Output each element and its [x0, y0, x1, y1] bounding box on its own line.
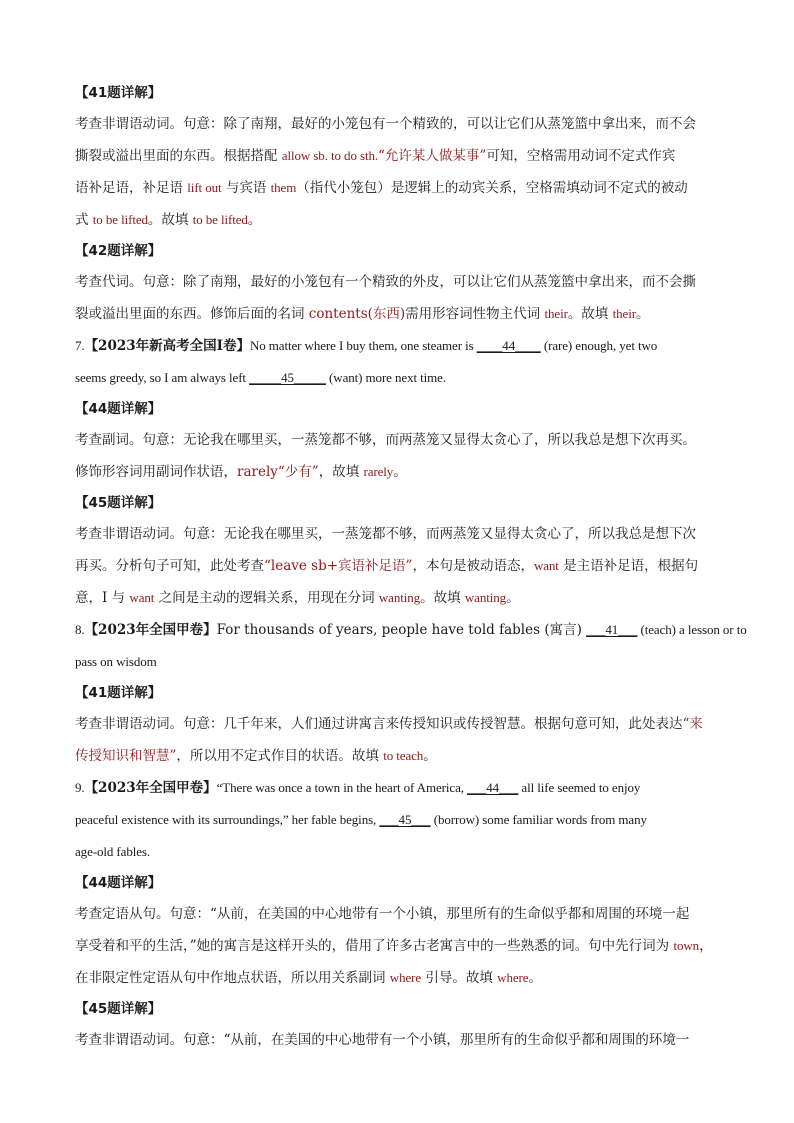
- answer-blank: ___44___: [467, 780, 519, 795]
- text-line: [75, 330, 725, 362]
- answer-blank: _____45_____: [249, 370, 326, 385]
- text-segment: contents(东西): [308, 306, 406, 322]
- answer-blank: ___45___: [379, 812, 431, 827]
- explanation-heading: 【41题详解】: [75, 685, 162, 701]
- text-segment: want: [533, 558, 559, 573]
- text-segment: their: [544, 306, 568, 321]
- text-segment: town: [673, 938, 700, 953]
- text-segment: wanting: [378, 590, 421, 605]
- paragraph: [75, 899, 725, 994]
- text-segment: 语补足语，补足语: [75, 180, 188, 196]
- explanation-heading: 【45题详解】: [75, 495, 162, 511]
- text-segment: seems greedy, so I am always left: [75, 370, 250, 385]
- text-segment: 考查非谓语动词。句意：无论我在哪里买，一蒸笼都不够，而两蒸笼又显得太贪心了，所以我总是想下次: [75, 526, 696, 542]
- text-line: [75, 772, 725, 804]
- text-segment: them: [270, 180, 297, 195]
- text-segment: 传授知识和智慧”: [75, 748, 177, 764]
- text-line: [75, 204, 725, 236]
- text-segment: their: [612, 306, 636, 321]
- paragraph: [75, 709, 725, 772]
- text-segment: 修饰形容词用副词作状语，: [75, 464, 237, 480]
- text-segment: to be lifted: [92, 212, 148, 227]
- text-segment: 。: [247, 212, 262, 228]
- explanation-heading: 【45题详解】: [75, 1001, 162, 1017]
- text-segment: 。故填: [420, 590, 465, 606]
- text-line: [75, 172, 725, 204]
- text-segment: allow sb. to do sth.: [281, 148, 379, 163]
- answer-blank: ____44____: [476, 338, 541, 353]
- question-source: 【2023年新高考全国Ⅰ卷】: [84, 338, 250, 354]
- text-segment: rarely“少有”: [237, 464, 319, 480]
- text-segment: 考查代词。句意：除了南翔，最好的小笼包有一个精致的外皮，可以让它们从蒸笼篮中拿出来，而不会撕: [75, 274, 696, 290]
- paragraph: [75, 267, 725, 330]
- text-segment: ，本句是被动语态，: [412, 558, 534, 574]
- explanation-heading: 【44题详解】: [75, 875, 162, 891]
- text-segment: 。: [528, 970, 542, 986]
- text-segment: “leave sb+宾语补足语”: [264, 558, 413, 574]
- text-segment: age-old fables.: [75, 844, 151, 859]
- text-segment: 考查非谓语动词。句意：几千年来，人们通过讲寓言来传授知识或传授智慧。根据句意可知，此处表达: [75, 716, 683, 732]
- text-line: [75, 899, 725, 930]
- text-segment: lift out: [187, 180, 222, 195]
- paragraph: [75, 109, 725, 236]
- text-segment: ，: [699, 938, 713, 954]
- text-segment: ，所以用不定式作目的状语。故填: [176, 748, 384, 764]
- text-segment: ，故填: [318, 464, 364, 480]
- text-segment: 再买。分析句子可知，此处考查: [75, 558, 264, 574]
- explanation-heading: 【42题详解】: [75, 243, 162, 259]
- text-line: [75, 582, 725, 614]
- text-line: [75, 550, 725, 582]
- text-line: [75, 930, 725, 962]
- text-segment: 引导。故填: [421, 970, 498, 986]
- paragraph: [75, 425, 725, 488]
- text-segment: 9.: [75, 780, 85, 795]
- text-segment: 。故填: [567, 306, 613, 322]
- text-segment: where: [497, 970, 529, 985]
- text-segment: to teach: [383, 748, 424, 763]
- text-segment: 考查非谓语动词。句意：“从前，在美国的中心地带有一个小镇，那里所有的生命似乎都和周围的环境一: [75, 1032, 690, 1048]
- question-source: 【2023年全国甲卷】: [84, 780, 217, 796]
- text-segment: wanting: [464, 590, 507, 605]
- text-segment: 需用形容词性物主代词: [405, 306, 545, 322]
- paragraph: [75, 1025, 725, 1056]
- text-segment: 裂或溢出里面的东西。修饰后面的名词: [75, 306, 309, 322]
- text-line: [75, 804, 725, 836]
- text-segment: 之间是主动的逻辑关系，用现在分词: [154, 590, 379, 606]
- text-segment: where: [389, 970, 422, 985]
- text-segment: to be lifted: [192, 212, 248, 227]
- text-segment: 。: [423, 748, 437, 764]
- text-segment: （指代小笼包）是逻辑上的动宾关系，空格需填动词不定式的被动: [296, 180, 688, 196]
- text-segment: pass on wisdom: [75, 654, 157, 669]
- text-segment: For thousands of years, people have told fables (寓言): [216, 622, 587, 638]
- text-line: [75, 962, 725, 994]
- text-line: [75, 425, 725, 456]
- text-segment: 考查定语从句。句意：“从前，在美国的中心地带有一个小镇，那里所有的生命似乎都和周围的环境一起: [75, 906, 690, 922]
- text-line: [75, 740, 725, 772]
- answer-blank: ___41___: [586, 622, 638, 637]
- text-line: [75, 456, 725, 488]
- text-segment: 在非限定性定语从句中作地点状语，所以用关系副词: [75, 970, 390, 986]
- text-line: [75, 519, 725, 550]
- text-segment: 与宾语: [221, 180, 271, 196]
- paragraph: [75, 330, 725, 394]
- text-segment: (rare) enough, yet two: [540, 338, 658, 353]
- text-segment: 。: [393, 464, 407, 480]
- text-line: [75, 298, 725, 330]
- text-segment: 7.: [75, 338, 85, 353]
- text-segment: rarely: [363, 464, 394, 479]
- paragraph: [75, 614, 747, 678]
- text-segment: want: [129, 590, 155, 605]
- text-segment: 式: [75, 212, 93, 228]
- text-segment: 享受着和平的生活，”她的寓言是这样开头的，借用了许多古老寓言中的一些熟悉的词。句中先行词为: [75, 938, 674, 954]
- text-segment: “There was once a town in the heart of America,: [216, 780, 468, 795]
- document-page: [75, 78, 747, 1056]
- text-segment: 。故填: [147, 212, 193, 228]
- paragraph: [75, 519, 725, 614]
- question-source: 【2023年全国甲卷】: [84, 622, 217, 638]
- text-line: [75, 1025, 725, 1056]
- text-line: [75, 646, 725, 678]
- text-segment: (want) more next time.: [325, 370, 446, 385]
- text-segment: all life seemed to enjoy: [518, 780, 641, 795]
- text-segment: 是主语补足语，根据句: [558, 558, 699, 574]
- text-segment: (teach) a lesson or to: [637, 622, 747, 637]
- text-segment: 。: [506, 590, 520, 606]
- text-segment: 。: [635, 306, 650, 322]
- text-segment: 考查非谓语动词。句意：除了南翔，最好的小笼包有一个精致的，可以让它们从蒸笼篮中拿出来，而不会: [75, 116, 696, 132]
- text-line: [75, 709, 725, 740]
- text-segment: No matter where I buy them, one steamer is: [249, 338, 477, 353]
- text-line: [75, 109, 725, 140]
- text-line: [75, 836, 725, 868]
- text-segment: “来: [682, 716, 703, 732]
- text-segment: 考查副词。句意：无论我在哪里买，一蒸笼都不够，而两蒸笼又显得太贪心了，所以我总是想下次再买。: [75, 432, 696, 448]
- text-segment: peaceful existence with its surroundings,” her fable begins,: [75, 812, 380, 827]
- text-segment: 可知，空格需用动词不定式作宾: [486, 148, 676, 164]
- explanation-heading: 【41题详解】: [75, 85, 162, 101]
- text-segment: (borrow) some familiar words from many: [430, 812, 647, 827]
- text-line: [75, 362, 725, 394]
- paragraph: [75, 772, 725, 868]
- text-line: [75, 140, 725, 172]
- text-segment: 意，I 与: [75, 590, 130, 606]
- explanation-heading: 【44题详解】: [75, 401, 162, 417]
- text-segment: 8.: [75, 622, 85, 637]
- text-line: [75, 614, 747, 646]
- text-line: [75, 267, 725, 298]
- text-segment: 撕裂或溢出里面的东西。根据搭配: [75, 148, 282, 164]
- text-segment: “允许某人做某事”: [378, 148, 487, 164]
